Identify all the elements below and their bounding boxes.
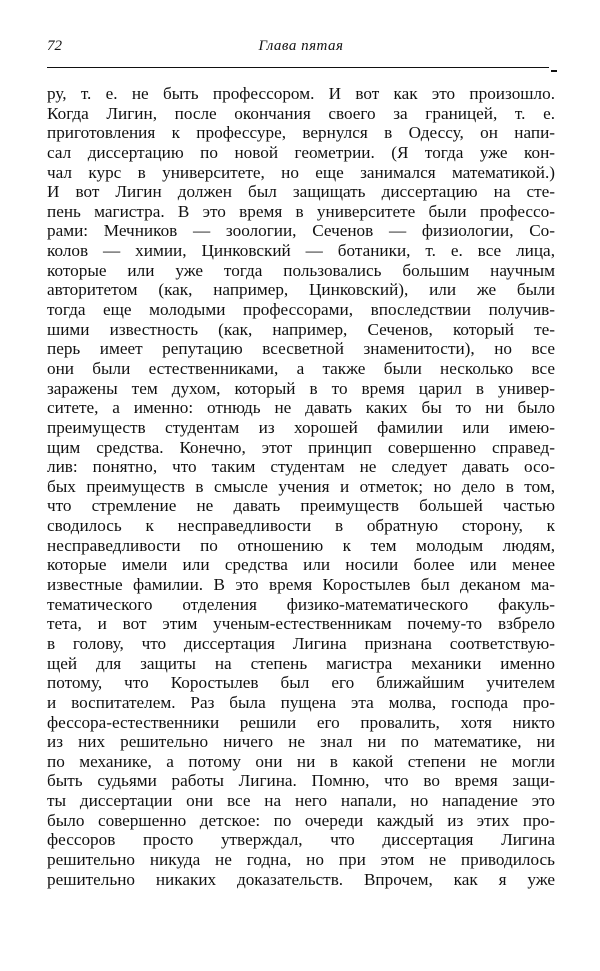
text-line: было совершенно детское: по очереди каждый из этих про-: [47, 810, 555, 830]
text-line: шими известность (как, например, Сеченов, который те-: [47, 319, 555, 339]
text-line: Когда Лигин, после окончания своего за границей, т. е.: [47, 103, 555, 123]
text-line: щей для защиты на степень магистра механики именно: [47, 653, 555, 673]
text-line: чал курс в университете, но еще занимался математикой.): [47, 162, 555, 182]
text-line: известные фамилии. В это время Коростылев был деканом ма-: [47, 575, 555, 595]
text-line: рами: Мечников — зоологии, Сеченов — физиологии, Со-: [47, 221, 555, 241]
text-line: тогда еще молодыми профессорами, впоследствии получив-: [47, 300, 555, 320]
text-line: ты диссертации они все на него напали, но нападение это: [47, 791, 555, 811]
header-rule-mark: [551, 70, 557, 72]
text-line: преимуществ студентам из хорошей фамилии или имею-: [47, 417, 555, 437]
running-header: [47, 38, 555, 60]
text-line: тета, и вот этим ученым-естественникам почему-то взбрело: [47, 614, 555, 634]
text-line: быть судьями работы Лигина. Помню, что во время защи-: [47, 771, 555, 791]
text-line: приготовления к профессуре, вернулся в Одессу, он напи-: [47, 123, 555, 143]
text-line: в голову, что диссертация Лигина признана соответствую-: [47, 633, 555, 653]
text-line: колов — химии, Цинковский — ботаники, т. е. все лица,: [47, 241, 555, 261]
text-line: фессоров просто утверждал, что диссертация Лигина: [47, 830, 555, 850]
text-line: фессора-естественники решили его провалить, хотя никто: [47, 712, 555, 732]
text-line: сал диссертацию по новой геометрии. (Я тогда уже кон-: [47, 142, 555, 162]
text-line: которые имели или средства или носили более или менее: [47, 555, 555, 575]
text-line: тематического отделения физико-математического факуль-: [47, 594, 555, 614]
text-line: решительно никаких доказательств. Впрочем, как я уже: [47, 869, 555, 889]
text-line: ру, т. е. не быть профессором. И вот как это произошло.: [47, 84, 555, 103]
text-line: которые или уже тогда пользовались большим научным: [47, 260, 555, 280]
text-line: из них решительно ничего не знал ни по математике, ни: [47, 732, 555, 752]
page-number: 72: [47, 38, 62, 54]
text-line: по механике, а потому они ни в какой степени не могли: [47, 751, 555, 771]
text-line: ситете, а именно: отнюдь не давать каких бы то ни было: [47, 398, 555, 418]
text-line: и воспитателем. Раз была пущена эта молва, господа про-: [47, 692, 555, 712]
text-line: несправедливости по отношению к тем молодым людям,: [47, 535, 555, 555]
text-line: решительно никуда не годна, но при этом не приводилось: [47, 849, 555, 869]
text-line: потому, что Коростылев был его ближайшим учителем: [47, 673, 555, 693]
text-line: щим средства. Конечно, этот принцип совершенно справед-: [47, 437, 555, 457]
text-line: авторитетом (как, например, Цинковский), или же были: [47, 280, 555, 300]
text-line: И вот Лигин должен был защищать диссертацию на сте-: [47, 182, 555, 202]
text-line: сводилось к несправедливости в обратную сторону, к: [47, 516, 555, 536]
text-line: заражены тем духом, который в то время царил в универ-: [47, 378, 555, 398]
running-title: Глава пятая: [258, 38, 344, 54]
text-line: они были естественниками, а также были несколько все: [47, 358, 555, 378]
text-line: перь имеет репутацию всесветной знаменитости), но все: [47, 339, 555, 359]
text-line: бых преимуществ в смысле учения и отметок; но дело в том,: [47, 476, 555, 496]
text-line: что стремление не давать преимуществ большей частью: [47, 496, 555, 516]
text-line: лив: понятно, что таким студентам не следует давать осо-: [47, 457, 555, 477]
header-rule: [47, 67, 549, 68]
body-text: [47, 84, 555, 889]
text-line: пень магистра. В это время в университете были профессо-: [47, 201, 555, 221]
